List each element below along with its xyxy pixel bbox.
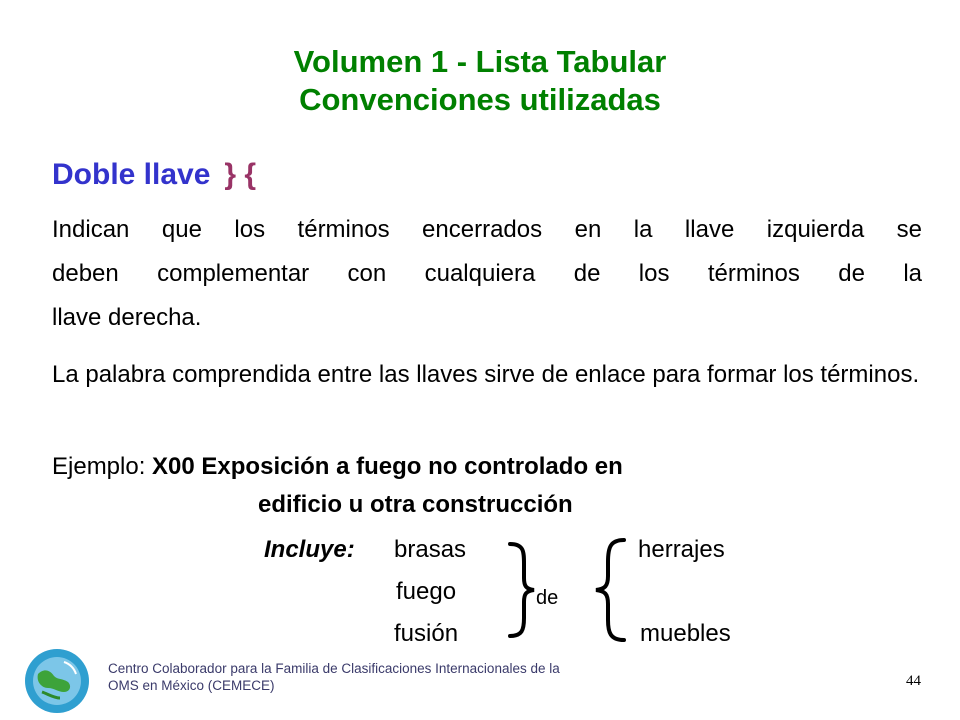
section-heading-text: Doble llave [52,158,211,191]
paragraph-definition-line1: Indican que los términos encerrados en la llave izquierda se [52,216,922,243]
example-line1 [52,452,623,482]
opening-brace-icon [584,534,634,646]
footer-text-line2: OMS en México (CEMECE) [108,678,275,693]
right-term-2: muebles [640,620,731,647]
example-code-line2: edificio u otra construcción [258,491,573,518]
example-code-line1: X00 Exposición a fuego no controlado en [152,453,623,480]
left-term-2: fuego [396,578,457,605]
paragraph-definition-line2: deben complementar con cualquiera de los términos de la [52,260,922,287]
double-brace-symbol: } { [224,158,257,191]
left-term-1: brasas [394,536,467,563]
paragraph-definition-line3: llave derecha. [52,304,202,331]
paragraph-definition [52,208,922,340]
left-term-3: fusión [394,620,459,647]
slide-title-line1: Volumen 1 - Lista Tabular [293,44,667,79]
right-term-1: herrajes [638,536,725,563]
cemece-logo [24,648,90,714]
footer-text [108,660,560,694]
paragraph-connector-word: La palabra comprendida entre las llaves sirve de enlace para formar los términos. [52,361,920,388]
footer-text-line1: Centro Colaborador para la Familia de Clasificaciones Internacionales de la [108,661,560,676]
page-number: 44 [906,673,921,689]
slide-title-line2: Convenciones utilizadas [299,82,661,117]
section-heading [52,158,256,192]
connector-word: de [536,587,559,609]
example-label: Ejemplo: [52,453,146,480]
includes-label: Incluye: [264,536,355,563]
